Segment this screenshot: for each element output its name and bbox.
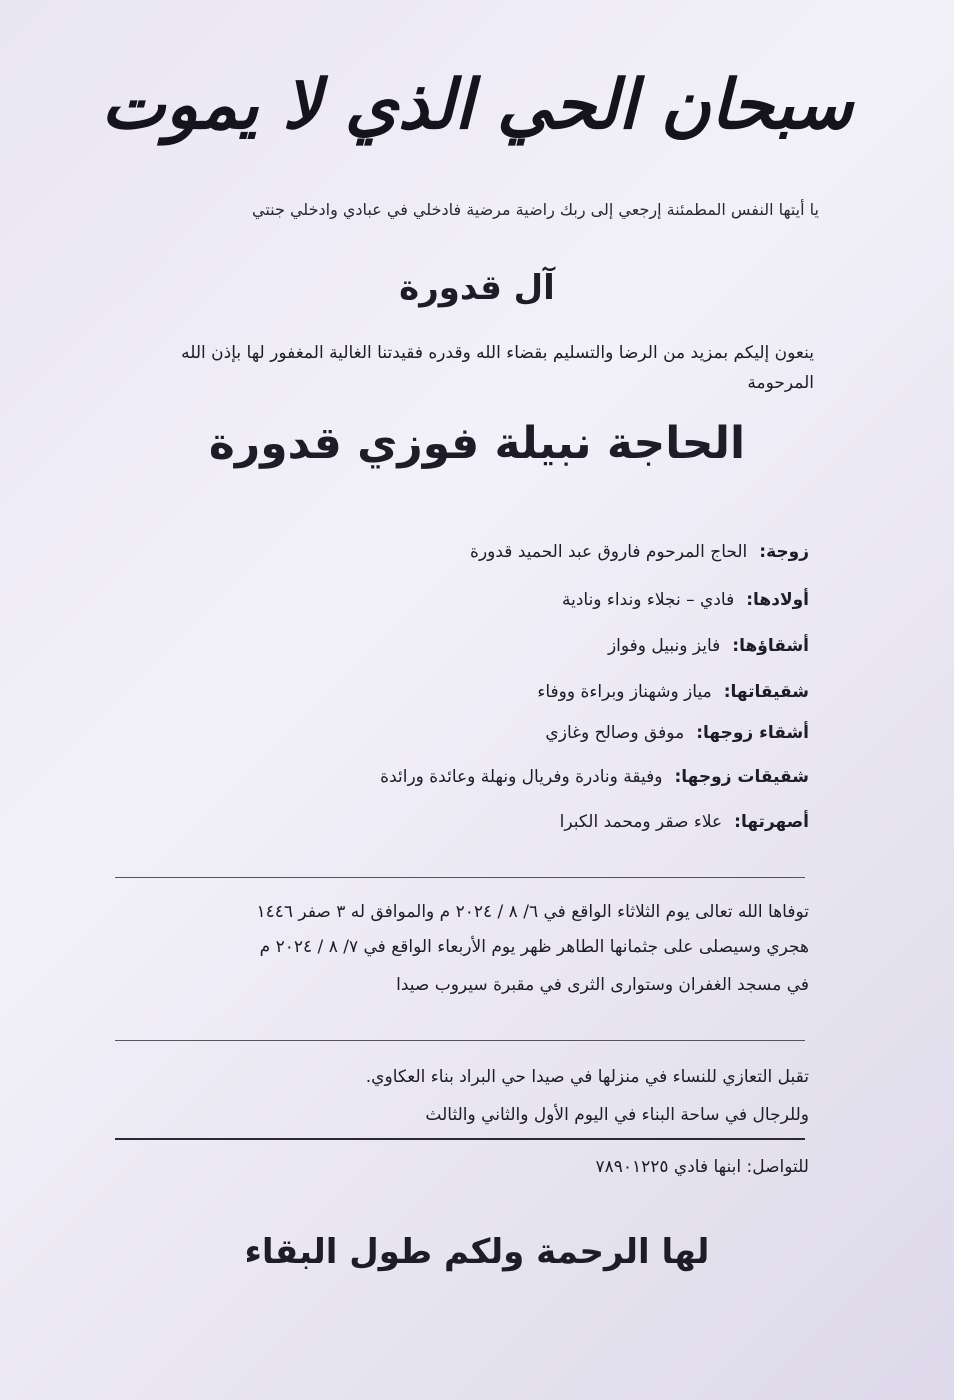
relative-label: شقيقات زوجها: xyxy=(674,767,809,787)
relative-label: أشقاء زوجها: xyxy=(696,723,809,743)
divider-top xyxy=(115,877,805,878)
funeral-line-2: هجري وسيصلى على جثمانها الطاهر ظهر يوم الأربعاء الواقع في ٧/ ٨ / ٢٠٢٤ م xyxy=(259,937,809,957)
relative-label: أصهرتها: xyxy=(734,812,809,832)
relative-row-children xyxy=(562,590,809,610)
divider-middle xyxy=(115,1040,805,1041)
divider-bottom xyxy=(115,1138,805,1140)
quran-verse: يا أيتها النفس المطمئنة إرجعي إلى ربك راضية مرضية فادخلي في عبادي وادخلي جنتي xyxy=(252,200,819,219)
relative-row-husband-brothers xyxy=(545,723,809,743)
relative-label: زوجة: xyxy=(759,542,809,562)
header-calligraphy: سبحان الحي الذي لا يموت xyxy=(101,65,853,145)
relative-row-husband-sisters xyxy=(380,767,809,787)
relative-names: موفق وصالح وغازي xyxy=(545,723,685,743)
relative-row-sisters xyxy=(537,682,809,702)
relative-names: فادي – نجلاء ونداء ونادية xyxy=(561,590,735,610)
relative-names: علاء صقر ومحمد الكبرا xyxy=(559,812,723,832)
relative-label: أشقاؤها: xyxy=(732,636,809,656)
relative-label: أولادها: xyxy=(746,590,809,610)
family-name: آل قدورة xyxy=(399,268,555,308)
condolences-men: وللرجال في ساحة البناء في اليوم الأول والثاني والثالث xyxy=(425,1105,809,1125)
funeral-line-3: في مسجد الغفران وستوارى الثرى في مقبرة سيروب صيدا xyxy=(396,975,809,995)
relative-names: فايز ونبيل وفواز xyxy=(607,636,721,656)
condolences-women: تقبل التعازي للنساء في منزلها في صيدا حي البراد بناء العكاوي. xyxy=(365,1067,809,1087)
relative-row-in-laws xyxy=(560,812,809,832)
relative-row-brothers xyxy=(608,636,809,656)
relative-names: مياز وشهناز وبراءة ووفاء xyxy=(537,682,712,702)
relative-label: شقيقاتها: xyxy=(723,682,809,702)
closing-phrase: لها الرحمة ولكم طول البقاء xyxy=(244,1232,710,1272)
contact-info: للتواصل: ابنها فادي ٧٨٩٠١٢٢٥ xyxy=(595,1157,809,1177)
relative-row-husband xyxy=(470,542,809,562)
relative-names: الحاج المرحوم فاروق عبد الحميد قدورة xyxy=(470,542,748,562)
relative-names: وفيقة ونادرة وفريال ونهلة وعائدة ورائدة xyxy=(380,767,663,787)
deceased-name: الحاجة نبيلة فوزي قدورة xyxy=(208,418,746,469)
funeral-line-1: توفاها الله تعالى يوم الثلاثاء الواقع في ٦/ ٨ / ٢٠٢٤ م والموافق له ٣ صفر ١٤٤٦ xyxy=(256,902,809,922)
announcement-text: ينعون إليكم بمزيد من الرضا والتسليم بقضاء الله وقدره فقيدتنا الغالية المغفور لها بإذن الله المرحومة xyxy=(181,343,814,393)
